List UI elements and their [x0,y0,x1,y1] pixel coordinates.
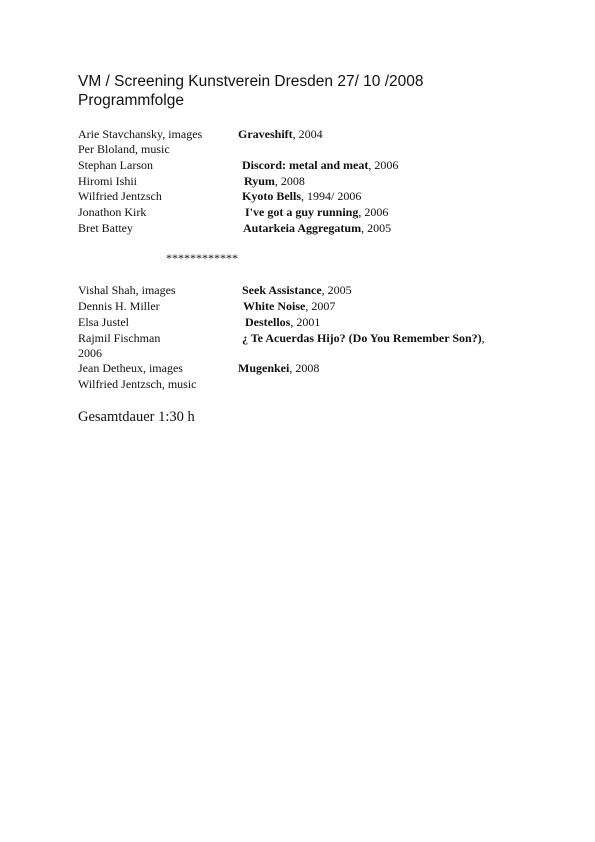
artist-name: Bret Battey [78,221,133,235]
work-info [242,282,352,298]
work-title: Discord: metal and meat [242,158,369,172]
work-info [242,188,361,204]
work-year: , 2008 [274,174,305,188]
work-info [238,126,323,142]
total-duration: Gesamtdauer 1:30 h [78,409,195,425]
artist-name: Arie Stavchansky, images [78,127,203,141]
program-row [0,345,595,361]
program-row [0,314,595,330]
artist-name: Hiromi Ishii [78,174,137,188]
work-info [245,204,388,220]
work-year: , 2006 [368,158,399,172]
work-year: , 2008 [289,361,320,375]
artist-name: Vishal Shah, images [78,283,176,297]
program-row [0,360,595,376]
program-row [0,126,595,142]
work-year: , 2005 [361,221,392,235]
document-title: VM / Screening Kunstverein Dresden 27/ 10 /2008 [78,73,424,90]
program-row [0,220,595,236]
program-row [0,188,595,204]
work-year: , 2004 [292,127,323,141]
work-title: White Noise [243,299,306,313]
program-row [0,298,595,314]
artist-name: Per Bloland, music [78,142,170,156]
program-row [0,282,595,298]
artist-name: Jonathon Kirk [78,205,147,219]
artist-name: Jean Detheux, images [78,361,183,375]
program-row [0,376,595,392]
work-info [243,298,335,314]
program-row [0,204,595,220]
artist-name: Dennis H. Miller [78,299,160,313]
work-year: , 2006 [358,205,389,219]
work-year: , 2005 [321,283,352,297]
work-title: Mugenkei [238,361,290,375]
work-title: I've got a guy running [245,205,359,219]
work-info [244,173,305,189]
document-subtitle: Programmfolge [78,92,184,109]
artist-name: 2006 [78,346,102,360]
work-info [245,314,320,330]
program-row [0,141,595,157]
work-info [242,157,398,173]
work-info [238,360,319,376]
artist-name: Elsa Justel [78,315,129,329]
program-row [0,330,595,346]
work-info [243,220,391,236]
artist-name: Wilfried Jentzsch [78,189,162,203]
artist-name: Rajmil Fischman [78,331,161,345]
work-title: Ryum [244,174,275,188]
work-info [242,330,485,346]
work-title: Seek Assistance [242,283,322,297]
work-title: ¿ Te Acuerdas Hijo? (Do You Remember Son?) [242,331,482,345]
work-title: Kyoto Bells [242,189,301,203]
work-year: , 1994/ 2006 [301,189,362,203]
work-title: Destellos [245,315,291,329]
work-title: Autarkeia Aggregatum [243,221,362,235]
program-row [0,173,595,189]
artist-name: Stephan Larson [78,158,153,172]
program-row [0,157,595,173]
separator: ************ [166,251,238,265]
work-year: , [481,331,485,345]
work-year: , 2001 [290,315,321,329]
artist-name: Wilfried Jentzsch, music [78,377,197,391]
work-year: , 2007 [305,299,336,313]
work-title: Graveshift [238,127,293,141]
